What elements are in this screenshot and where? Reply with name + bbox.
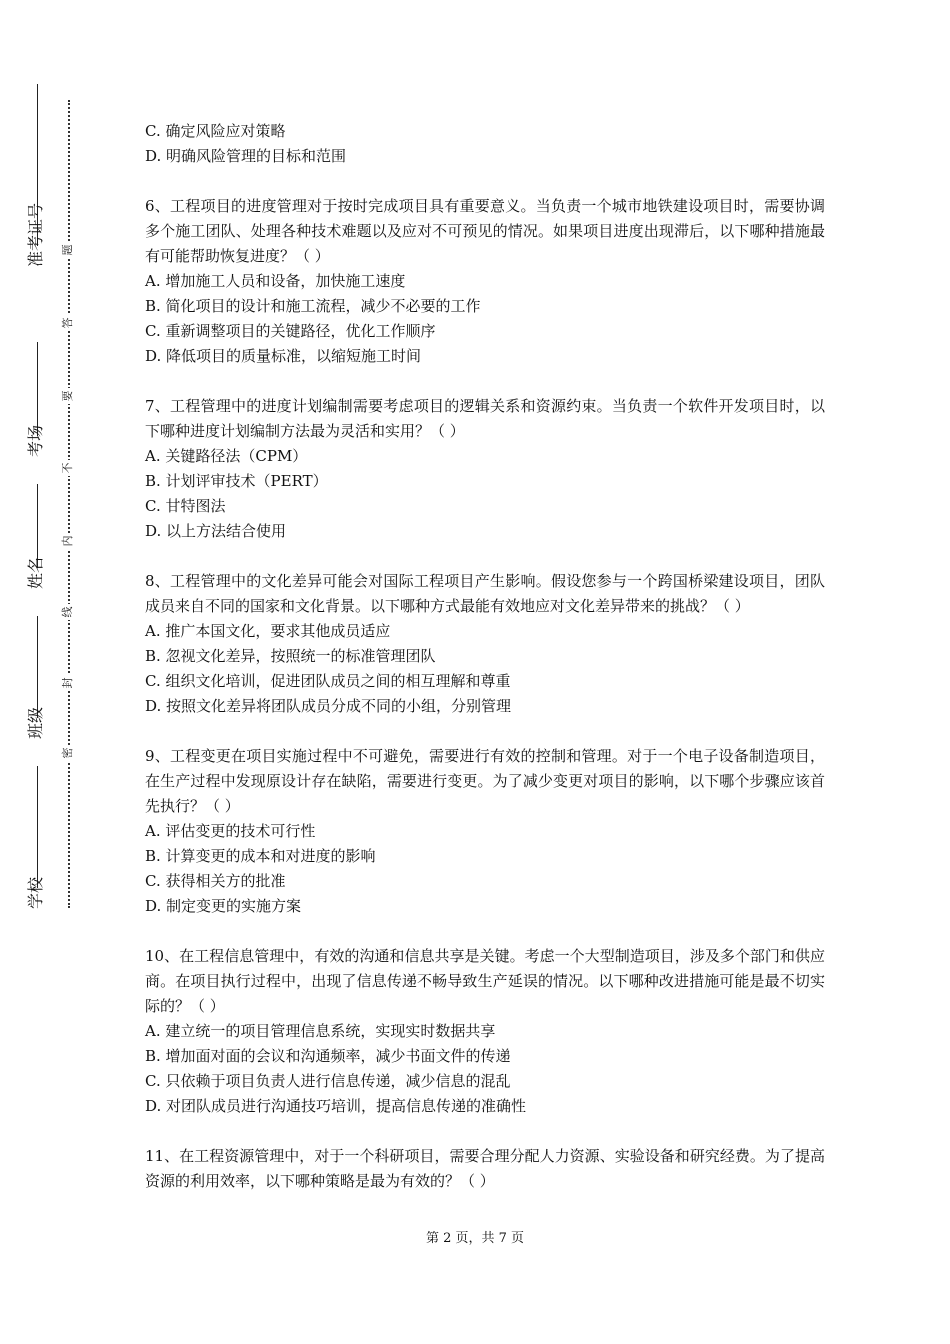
option-c: C. 只依赖于项目负责人进行信息传递，减少信息的混乱 [145, 1072, 511, 1090]
option-c: C. 确定风险应对策略 [145, 122, 286, 140]
question-11 [145, 1144, 825, 1194]
option-c: C. 组织文化培训，促进团队成员之间的相互理解和尊重 [145, 672, 511, 690]
question-content [145, 119, 825, 1219]
option-a: A. 推广本国文化，要求其他成员适应 [145, 622, 391, 640]
option-d: D. 明确风险管理的目标和范围 [145, 147, 347, 165]
seal-char: 线 [60, 604, 76, 620]
page-footer: 第 2 页，共 7 页 [425, 1231, 525, 1246]
option-a: A. 增加施工人员和设备，加快施工速度 [145, 272, 406, 290]
binding-margin [0, 0, 90, 1344]
question-5-continued [145, 119, 825, 169]
exam-room-label: 考场 [24, 436, 48, 484]
class-label: 班级 [24, 718, 48, 766]
question-9 [145, 744, 825, 919]
exam-id-label: 准考证号 [24, 246, 48, 342]
option-a: A. 评估变更的技术可行性 [145, 822, 316, 840]
seal-char: 答 [60, 315, 76, 331]
question-8 [145, 569, 825, 719]
option-d: D. 按照文化差异将团队成员分成不同的小组，分别管理 [145, 697, 512, 715]
option-b: B. 增加面对面的会议和沟通频率，减少书面文件的传递 [145, 1047, 511, 1065]
name-label: 姓名 [24, 568, 48, 616]
question-stem: 6、工程项目的进度管理对于按时完成项目具有重要意义。当负责一个城市地铁建设项目时，需要协调多个施工团队、处理各种技术难题以及应对不可预见的情况。如果项目进度出现滞后，以下哪种措施最有可能帮助恢复进度？（ ） [145, 197, 825, 265]
option-a: A. 建立统一的项目管理信息系统，实现实时数据共享 [145, 1022, 496, 1040]
question-stem: 9、工程变更在项目实施过程中不可避免，需要进行有效的控制和管理。对于一个电子设备制造项目，在生产过程中发现原设计存在缺陷，需要进行变更。为了减少变更对项目的影响，以下哪个步骤应该首先执行？（ ） [145, 747, 825, 815]
seal-char: 封 [60, 675, 76, 691]
option-c: C. 甘特图法 [145, 497, 226, 515]
school-label: 学校 [24, 888, 48, 936]
option-c: C. 获得相关方的批准 [145, 872, 286, 890]
seal-char: 密 [60, 745, 76, 761]
option-c: C. 重新调整项目的关键路径，优化工作顺序 [145, 322, 436, 340]
option-d: D. 制定变更的实施方案 [145, 897, 302, 915]
option-b: B. 忽视文化差异，按照统一的标准管理团队 [145, 647, 436, 665]
question-stem: 11、在工程资源管理中，对于一个科研项目，需要合理分配人力资源、实验设备和研究经费。为了提高资源的利用效率，以下哪种策略是最为有效的？（ ） [145, 1147, 825, 1190]
question-7 [145, 394, 825, 544]
option-b: B. 计划评审技术（PERT） [145, 472, 328, 490]
option-d: D. 对团队成员进行沟通技巧培训，提高信息传递的准确性 [145, 1097, 527, 1115]
seal-char: 要 [60, 388, 76, 404]
seal-char: 题 [60, 242, 76, 258]
option-d: D. 以上方法结合使用 [145, 522, 287, 540]
option-d: D. 降低项目的质量标准，以缩短施工时间 [145, 347, 422, 365]
question-stem: 7、工程管理中的进度计划编制需要考虑项目的逻辑关系和资源约束。当负责一个软件开发项目时，以下哪种进度计划编制方法最为灵活和实用？（ ） [145, 397, 825, 440]
seal-char: 不 [60, 460, 76, 476]
option-b: B. 计算变更的成本和对进度的影响 [145, 847, 376, 865]
question-10 [145, 944, 825, 1119]
question-stem: 8、工程管理中的文化差异可能会对国际工程项目产生影响。假设您参与一个跨国桥梁建设项目，团队成员来自不同的国家和文化背景。以下哪种方式最能有效地应对文化差异带来的挑战？（ ） [145, 572, 825, 615]
option-a: A. 关键路径法（CPM） [145, 447, 308, 465]
question-stem: 10、在工程信息管理中，有效的沟通和信息共享是关键。考虑一个大型制造项目，涉及多个部门和供应商。在项目执行过程中，出现了信息传递不畅导致生产延误的情况。以下哪种改进措施可能是最不切实际的？（ ） [145, 947, 825, 1015]
seal-dotted-line [68, 100, 70, 908]
seal-char: 内 [60, 533, 76, 549]
question-6 [145, 194, 825, 369]
option-b: B. 简化项目的设计和施工流程，减少不必要的工作 [145, 297, 481, 315]
